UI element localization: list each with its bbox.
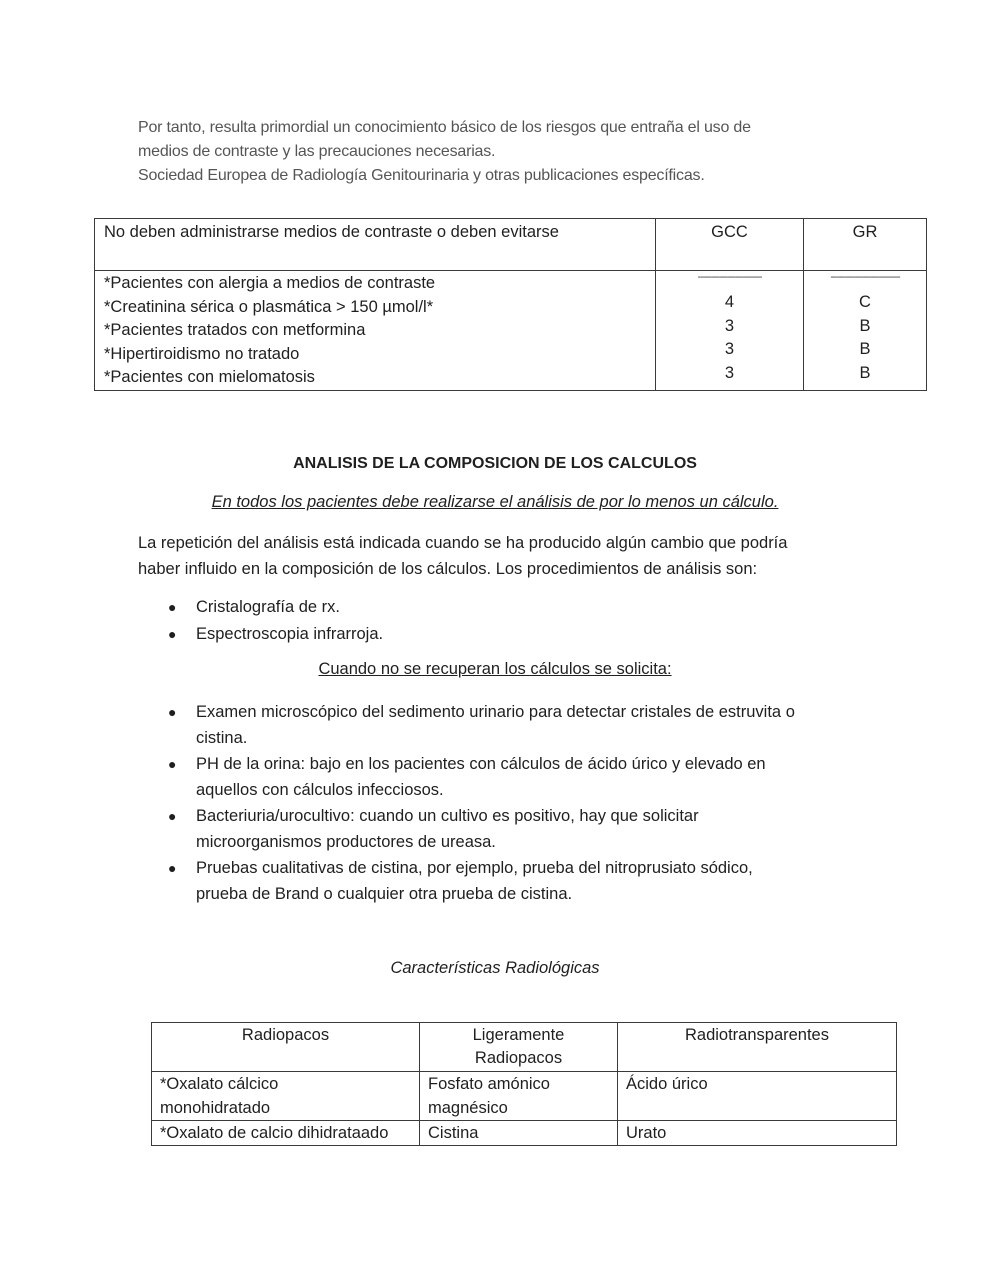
table-cell <box>420 1072 618 1121</box>
header-text: Radiopacos <box>241 1026 330 1044</box>
contrast-contraindications-table <box>94 218 927 391</box>
table-cell <box>152 1121 420 1146</box>
no-recovery-heading: Cuando no se recuperan los cálculos se solicita: <box>318 660 672 678</box>
header-text: Radiopacos <box>474 1049 563 1067</box>
list-item-text: cistina. <box>196 729 248 747</box>
header-cell-radiotransparentes <box>618 1023 897 1072</box>
gcc-values-cell <box>656 271 804 391</box>
list-item <box>168 803 868 855</box>
bullet-icon: ● <box>168 599 177 615</box>
gcc-value: 4 <box>724 293 735 311</box>
header-cell-contraindications: No deben administrarse medios de contraste o deben evitarse <box>95 219 656 271</box>
procedures-list <box>168 594 868 648</box>
list-item-text: microorganismos productores de ureasa. <box>196 833 496 851</box>
intro-line: Por tanto, resulta primordial un conocimiento básico de los riesgos que entraña el uso de <box>138 119 751 136</box>
list-item-text: aquellos con cálculos infecciosos. <box>196 781 444 799</box>
bullet-icon: ● <box>168 756 177 772</box>
gcc-value: 3 <box>724 363 735 382</box>
bullet-icon: ● <box>168 860 177 876</box>
gr-value: B <box>859 316 871 335</box>
list-item <box>168 594 868 621</box>
list-item-text: prueba de Brand o cualquier otra prueba de cistina. <box>196 885 573 903</box>
bullet-icon: ● <box>168 626 177 642</box>
gr-value: B <box>859 363 871 382</box>
list-item <box>168 751 868 803</box>
header-text: Radiotransparentes <box>684 1026 829 1044</box>
cell-text: Fosfato amónico <box>428 1075 550 1093</box>
list-item-text: Pruebas cualitativas de cistina, por ejemplo, prueba del nitroprusiato sódico, <box>196 859 753 877</box>
radiology-table <box>151 1022 897 1146</box>
cell-text: Urato <box>626 1124 667 1142</box>
cell-text: monohidratado <box>160 1099 271 1117</box>
list-item <box>168 621 868 648</box>
contraindication-list-cell <box>95 271 656 391</box>
intro-paragraph <box>138 116 858 188</box>
contraindication-item: *Pacientes con mielomatosis <box>104 368 315 387</box>
gr-value: C <box>859 293 871 311</box>
list-item <box>168 699 868 751</box>
cell-text: Cistina <box>428 1124 479 1142</box>
table-cell <box>618 1121 897 1146</box>
bullet-icon: ● <box>168 808 177 824</box>
gr-value: B <box>859 340 871 359</box>
section-subtitle: En todos los pacientes debe realizarse el análisis de por lo menos un cálculo. <box>211 493 779 511</box>
table-header-row <box>95 219 927 271</box>
list-item <box>168 855 868 907</box>
list-item-text: PH de la orina: bajo en los pacientes con cálculos de ácido úrico y elevado en <box>196 755 766 773</box>
gcc-dash-line: ------------------------ <box>697 271 762 283</box>
cell-text: magnésico <box>428 1099 508 1117</box>
paragraph-line: haber influido en la composición de los cálculos. Los procedimientos de análisis son: <box>138 560 758 578</box>
contraindication-item: *Creatinina sérica o plasmática > 150 µmol/l* <box>104 297 434 316</box>
table-row <box>95 271 927 391</box>
intro-line: medios de contraste y las precauciones necesarias. <box>138 143 496 160</box>
cell-text: *Oxalato de calcio dihidrataado <box>160 1124 389 1142</box>
list-item-text: Bacteriuria/urocultivo: cuando un cultivo es positivo, hay que solicitar <box>196 807 699 825</box>
table-row <box>152 1072 897 1121</box>
gcc-value: 3 <box>724 316 735 335</box>
intro-line: Sociedad Europea de Radiología Genitourinaria y otras publicaciones específicas. <box>138 167 705 184</box>
gr-values-cell <box>804 271 927 391</box>
contraindication-item: *Pacientes con alergia a medios de contraste <box>104 274 436 292</box>
contraindication-item: *Pacientes tratados con metformina <box>104 321 366 340</box>
no-recovery-list <box>168 699 868 907</box>
gcc-value: 3 <box>724 340 735 359</box>
table-cell <box>618 1072 897 1121</box>
header-text: Ligeramente <box>472 1026 565 1044</box>
cell-text: *Oxalato cálcico <box>160 1075 279 1093</box>
paragraph-line: La repetición del análisis está indicada cuando se ha producido algún cambio que podría <box>138 534 788 552</box>
gr-dash-line: -------------------------- <box>830 271 900 283</box>
header-cell-gr: GR <box>804 219 927 271</box>
header-cell-gcc: GCC <box>656 219 804 271</box>
table-cell <box>152 1072 420 1121</box>
table-header-row <box>152 1023 897 1072</box>
table-row <box>152 1121 897 1146</box>
cell-text: Ácido úrico <box>626 1075 708 1093</box>
header-cell-ligeramente-radiopacos <box>420 1023 618 1072</box>
bullet-icon: ● <box>168 704 177 720</box>
radiology-caption: Características Radiológicas <box>390 959 600 977</box>
list-item-text: Examen microscópico del sedimento urinario para detectar cristales de estruvita o <box>196 703 795 721</box>
list-item-text: Cristalografía de rx. <box>196 598 340 616</box>
header-cell-radiopacos <box>152 1023 420 1072</box>
table-cell <box>420 1121 618 1146</box>
section-title: ANALISIS DE LA COMPOSICION DE LOS CALCULOS <box>293 455 697 472</box>
list-item-text: Espectroscopia infrarroja. <box>196 625 384 643</box>
analysis-paragraph <box>138 530 858 582</box>
contraindication-item: *Hipertiroidismo no tratado <box>104 344 300 363</box>
